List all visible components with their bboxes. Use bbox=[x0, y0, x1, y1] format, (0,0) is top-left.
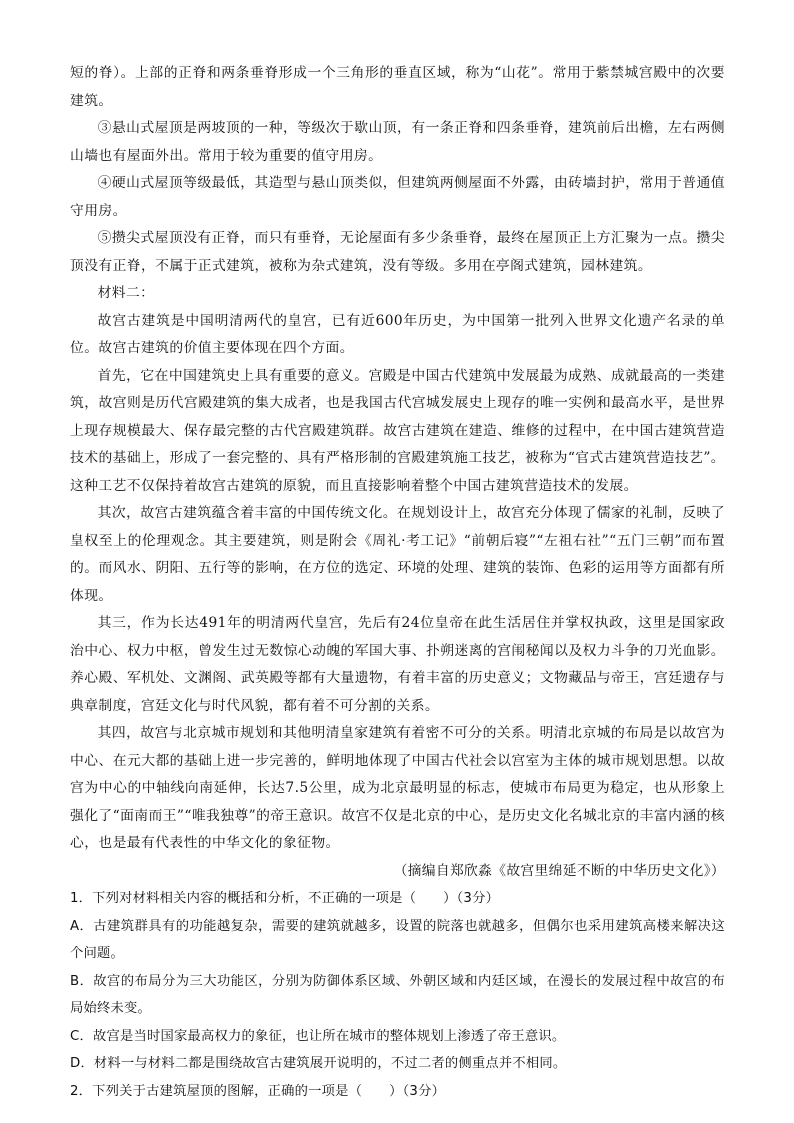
roof-type-yingshan: ④硬山式屋顶等级最低，其造型与悬山顶类似，但建筑两侧屋面不外露，由砖墙封护，常用于普通值守用房。 bbox=[70, 175, 725, 219]
material-two-point-first: 首先，它在中国建筑史上具有重要的意义。宫殿是中国古代建筑中发展最为成熟、成就最高的一类建筑，故宫则是历代宫殿建筑的集大成者，也是我国古代宫城发展史上现存的唯一实例和最高水平，是世界上现存规模最大、保存最完整的古代宫殿建筑群。故宫古建筑在建造、维修的过程中，在中国古建筑营造技术的基础上，形成了一套完整的、具有严格形制的宫殿建筑施工技艺，被称为“官式古建筑营造技艺”。这种工艺不仅保持着故宫古建筑的原貌，而且直接影响着整个中国古建筑营造技术的发展。 bbox=[70, 367, 725, 494]
question-1-option-a: A．古建筑群具有的功能越复杂，需要的建筑就越多，设置的院落也就越多，但偶尔也采用建筑高楼来解决这个问题。 bbox=[70, 918, 725, 961]
question-1-option-d: D．材料一与材料二都是围绕故宫古建筑展开说明的，不过二者的侧重点并不相同。 bbox=[70, 1056, 567, 1071]
question-2-stem: 2．下列关于古建筑屋顶的图解，正确的一项是（ ）（3分） bbox=[70, 1083, 446, 1099]
material-one-continuation: 短的脊）。上部的正脊和两条垂脊形成一个三角形的垂直区域，称为“山花”。常用于紫禁城宫殿中的次要建筑。 bbox=[70, 65, 725, 109]
material-two-intro: 故宫古建筑是中国明清两代的皇宫，已有近600年历史，为中国第一批列入世界文化遗产名录的单位。故宫古建筑的价值主要体现在四个方面。 bbox=[70, 312, 725, 356]
roof-type-xuanshan: ③悬山式屋顶是两坡顶的一种，等级次于歇山顶，有一条正脊和四条垂脊，建筑前后出檐，左右两侧山墙也有屋面外出。常用于较为重要的值守用房。 bbox=[70, 120, 725, 164]
question-1-option-b: B．故宫的布局分为三大功能区，分别为防御体系区域、外朝区域和内廷区域，在漫长的发展过程中故宫的布局始终未变。 bbox=[70, 973, 725, 1016]
question-1-option-c: C．故宫是当时国家最高权力的象征，也让所在城市的整体规划上渗透了帝王意识。 bbox=[70, 1028, 566, 1044]
material-two-point-fourth: 其四，故宫与北京城市规划和其他明清皇家建筑有着密不可分的关系。明清北京城的布局是以故宫为中心、在元大都的基础上进一步完善的，鲜明地体现了中国古代社会以宫室为主体的城市规划思想。以故宫为中心的中轴线向南延伸，长达7.5公里，成为北京最明显的标志，使城市布局更为稳定，也从形象上强化了“面南而王”“唯我独尊”的帝王意识。故宫不仅是北京的中心，是历史文化名城北京的丰富内涵的核心，也是最有代表性的中华文化的象征物。 bbox=[70, 725, 725, 851]
question-1-stem: 1．下列对材料相关内容的概括和分析，不正确的一项是（ ）（3分） bbox=[70, 891, 500, 906]
page-content bbox=[70, 60, 725, 1105]
source-citation: （摘编自郑欣淼《故宫里绵延不断的中华历史文化》） bbox=[393, 862, 725, 879]
roof-type-cuanjian: ⑤攒尖式屋顶没有正脊，而只有垂脊，无论屋面有多少条垂脊，最终在屋顶正上方汇聚为一点。攒尖顶没有正脊，不属于正式建筑，被称为杂式建筑，没有等级。多用在亭阁式建筑，园林建筑。 bbox=[70, 230, 725, 274]
material-two-point-second: 其次，故宫古建筑蕴含着丰富的中国传统文化。在规划设计上，故宫充分体现了儒家的礼制，反映了皇权至上的伦理观念。其主要建筑，则是附会《周礼·考工记》“前朝后寝”“左祖右社”“五门三朝”而布置的。而风水、阴阳、五行等的影响，在方位的选定、环境的处理、建筑的装饰、色彩的运用等方面都有所体现。 bbox=[70, 505, 725, 604]
material-two-point-third: 其三，作为长达491年的明清两代皇宫，先后有24位皇帝在此生活居住并掌权执政，这里是国家政治中心、权力中枢，曾发生过无数惊心动魄的军国大事、扑朔迷离的宫闱秘闻以及权力斗争的刀光血影。养心殿、军机处、文渊阁、武英殿等都有大量遗物，有着丰富的历史意义；文物藏品与帝王，宫廷遗存与典章制度，宫廷文化与时代风貌，都有着不可分割的关系。 bbox=[70, 615, 725, 714]
material-two-label: 材料二： bbox=[97, 285, 155, 301]
